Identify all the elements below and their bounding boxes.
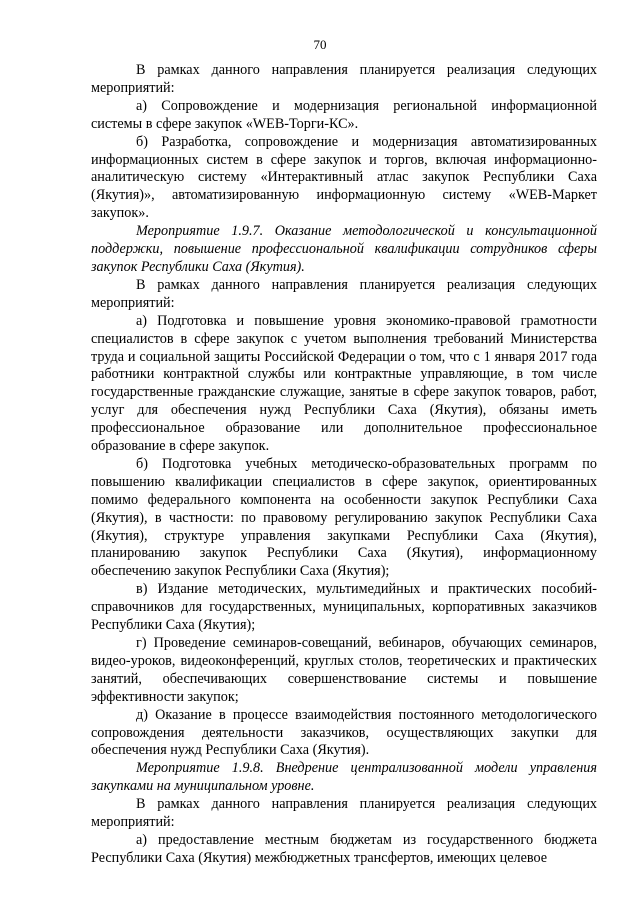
paragraph: В рамках данного направления планируется реализация следующих мероприятий: bbox=[91, 796, 597, 831]
activity-heading: Мероприятие 1.9.8. Внедрение централизованной модели управления закупками на муниципальном уровне. bbox=[91, 760, 597, 795]
body-text bbox=[91, 62, 597, 868]
page-number: 70 bbox=[313, 37, 327, 52]
paragraph: б) Разработка, сопровождение и модернизация автоматизированных информационных систем в сфере закупок и торгов, включая информационно-аналитическую систему «Интерактивный атлас закупок Республики Саха (Якутия)», автоматизированную информационную систему «WEB-Маркет закупок». bbox=[91, 133, 597, 222]
paragraph: В рамках данного направления планируется реализация следующих мероприятий: bbox=[91, 62, 597, 96]
paragraph: д) Оказание в процессе взаимодействия постоянного методологического сопровождения деятельности заказчиков, осуществляющих закупки для обеспечения нужд Республики Саха (Якутия). bbox=[91, 706, 597, 759]
paragraph: а) предоставление местным бюджетам из государственного бюджета Республики Саха (Якутия) межбюджетных трансфертов, имеющих целевое bbox=[91, 831, 597, 866]
paragraph: а) Подготовка и повышение уровня экономико-правовой грамотности специалистов в сфере закупок с учетом выполнения требований Министерства труда и социальной защиты Российской Федерации о том, что с 1 января 2017 года работники контрактной службы или контрактные управляющие, в том числе государственные гражданские служащие, занятые в сфере закупок товаров, работ, услуг для обеспечения нужд Республики Саха (Якутия), обязаны иметь профессиональное образование или дополнительное профессиональное образование в сфере закупок. bbox=[91, 312, 597, 455]
paragraph: В рамках данного направления планируется реализация следующих мероприятий: bbox=[91, 276, 597, 311]
paragraph: в) Издание методических, мультимедийных и практических пособий-справочников для государственных, муниципальных, корпоративных заказчиков Республики Саха (Якутия); bbox=[91, 581, 597, 634]
paragraph: б) Подготовка учебных методическо-образовательных программ по повышению квалификации специалистов в сфере закупок, ориентированных помимо федерального компонента на особенности закупок Республики Саха (Якутия), в частности: по правовому регулированию закупок Республики Саха (Якутия), структуре управления закупками Республики Саха (Якутия), планированию закупок Республики Саха (Якутия), информационному обеспечению закупок Республики Саха (Якутия); bbox=[91, 455, 597, 580]
paragraph: г) Проведение семинаров-совещаний, вебинаров, обучающих семинаров, видео-уроков, видеоконференций, круглых столов, теоретических и практических занятий, обеспечивающих совершенствование системы и повышение эффективности закупок; bbox=[91, 635, 597, 705]
paragraph: а) Сопровождение и модернизация региональной информационной системы в сфере закупок «WEB-Торги-КС». bbox=[91, 97, 597, 132]
activity-heading: Мероприятие 1.9.7. Оказание методологической и консультационной поддержки, повышение профессиональной квалификации сотрудников сферы закупок Республики Саха (Якутия). bbox=[91, 223, 597, 275]
